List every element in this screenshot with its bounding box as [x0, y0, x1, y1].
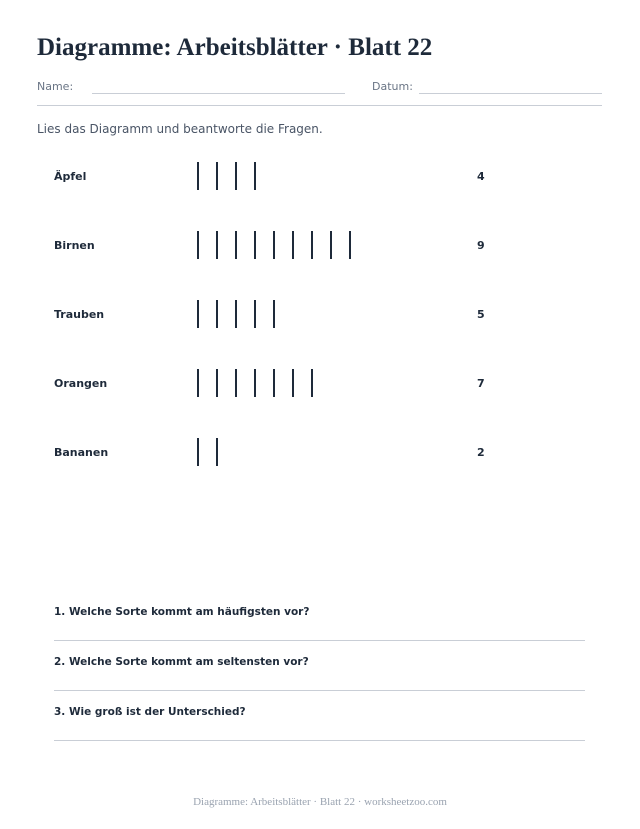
tally-mark [311, 231, 313, 259]
tally-mark [292, 231, 294, 259]
question-text: 3. Wie groß ist der Unterschied? [54, 706, 246, 718]
tally-mark [216, 162, 218, 190]
category-label: Bananen [54, 446, 109, 459]
answer-line[interactable] [54, 690, 585, 691]
tally-mark [197, 162, 199, 190]
count-value: 7 [477, 377, 485, 390]
tally-mark [273, 369, 275, 397]
category-label: Orangen [54, 377, 108, 390]
question-text: 2. Welche Sorte kommt am seltensten vor? [54, 656, 309, 668]
answer-line[interactable] [54, 640, 585, 641]
tally-mark [235, 162, 237, 190]
tally-mark [197, 438, 199, 466]
tally-mark [235, 369, 237, 397]
tally-mark [254, 231, 256, 259]
date-label: Datum: [372, 80, 413, 93]
category-label: Äpfel [54, 170, 87, 183]
tally-mark [197, 231, 199, 259]
tally-mark [216, 231, 218, 259]
tally-mark [235, 231, 237, 259]
tally-mark [311, 369, 313, 397]
tally-mark [254, 300, 256, 328]
tally-mark [197, 300, 199, 328]
question-text: 1. Welche Sorte kommt am häufigsten vor? [54, 606, 310, 618]
tally-mark [197, 369, 199, 397]
page-title: Diagramme: Arbeitsblätter · Blatt 22 [37, 34, 433, 61]
count-value: 5 [477, 308, 485, 321]
page-footer: Diagramme: Arbeitsblätter · Blatt 22 · worksheetzoo.com [193, 796, 447, 808]
name-label: Name: [37, 80, 74, 93]
category-label: Birnen [54, 239, 95, 252]
chart-row [0, 162, 640, 194]
tally-mark [273, 231, 275, 259]
count-value: 9 [477, 239, 485, 252]
instructions-text: Lies das Diagramm und beantworte die Fragen. [37, 122, 323, 136]
tally-mark [216, 369, 218, 397]
tally-mark [292, 369, 294, 397]
tally-mark [216, 300, 218, 328]
chart-row [0, 369, 640, 401]
tally-mark [235, 300, 237, 328]
count-value: 2 [477, 446, 485, 459]
tally-mark [254, 162, 256, 190]
tally-mark [349, 231, 351, 259]
tally-mark [273, 300, 275, 328]
answer-line[interactable] [54, 740, 585, 741]
tally-mark [216, 438, 218, 466]
chart-row [0, 231, 640, 263]
chart-row [0, 438, 640, 470]
tally-mark [254, 369, 256, 397]
count-value: 4 [477, 170, 485, 183]
tally-mark [330, 231, 332, 259]
chart-row [0, 300, 640, 332]
category-label: Trauben [54, 308, 105, 321]
